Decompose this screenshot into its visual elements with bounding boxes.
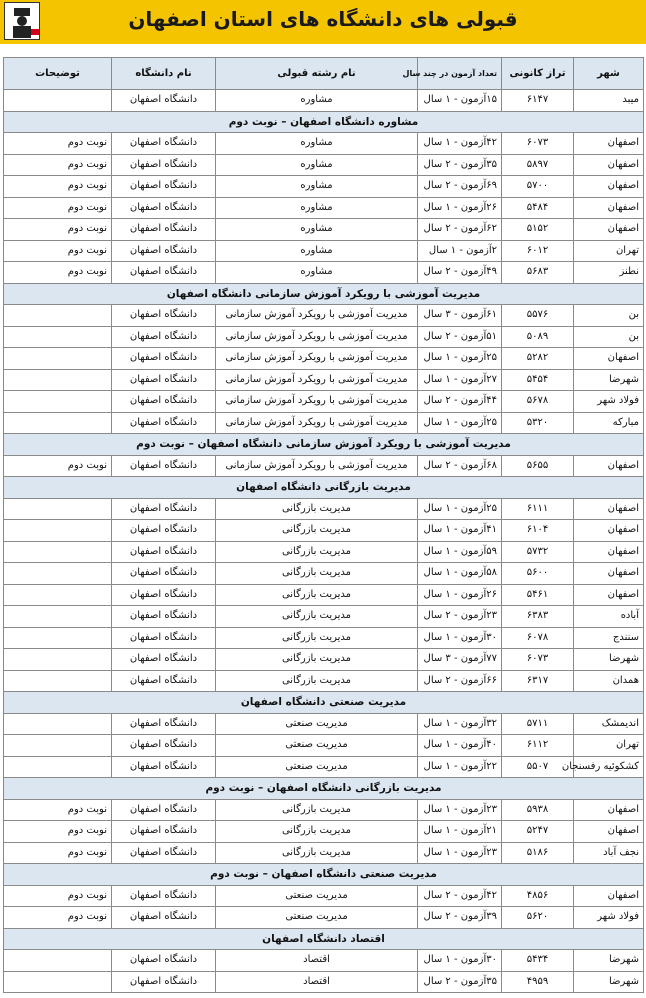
section-header-row — [4, 434, 644, 456]
cell-city: اصفهان — [574, 348, 644, 370]
table-row — [4, 412, 644, 434]
cell-notes — [4, 391, 112, 413]
cell-score: ۶۰۷۳ — [502, 133, 574, 155]
section-title: مدیریت صنعتی دانشگاه اصفهان — [4, 692, 644, 714]
cell-notes — [4, 541, 112, 563]
section-header-row — [4, 477, 644, 499]
cell-exams: ۲آزمون - ۱ سال — [418, 240, 502, 262]
cell-city: شهرضا — [574, 369, 644, 391]
table-row — [4, 799, 644, 821]
cell-city: اصفهان — [574, 584, 644, 606]
cell-university: دانشگاه اصفهان — [112, 971, 216, 993]
cell-university: دانشگاه اصفهان — [112, 735, 216, 757]
table-row — [4, 90, 644, 112]
cell-notes — [4, 713, 112, 735]
cell-exams: ۴۲آزمون - ۲ سال — [418, 885, 502, 907]
table-row — [4, 305, 644, 327]
cell-city: بن — [574, 305, 644, 327]
cell-city: همدان — [574, 670, 644, 692]
cell-notes — [4, 563, 112, 585]
cell-city: اصفهان — [574, 520, 644, 542]
section-title: مدیریت آموزشی با رویکرد آموزش سازمانی دانشگاه اصفهان – نوبت دوم — [4, 434, 644, 456]
cell-score: ۵۴۳۴ — [502, 950, 574, 972]
table-row — [4, 348, 644, 370]
cell-score: ۶۳۱۷ — [502, 670, 574, 692]
table-row — [4, 391, 644, 413]
cell-exams: ۳۰آزمون - ۱ سال — [418, 627, 502, 649]
cell-score: ۵۶۰۰ — [502, 563, 574, 585]
cell-notes — [4, 950, 112, 972]
cell-university: دانشگاه اصفهان — [112, 821, 216, 843]
cell-score: ۵۶۸۳ — [502, 262, 574, 284]
table-row — [4, 176, 644, 198]
section-header-row — [4, 928, 644, 950]
table-row — [4, 262, 644, 284]
cell-major: مدیریت آموزشی با رویکرد آموزش سازمانی — [216, 412, 418, 434]
cell-city: اصفهان — [574, 799, 644, 821]
cell-university: دانشگاه اصفهان — [112, 606, 216, 628]
cell-university: دانشگاه اصفهان — [112, 541, 216, 563]
cell-major: مشاوره — [216, 197, 418, 219]
cell-city: شهرضا — [574, 971, 644, 993]
cell-major: مدیریت آموزشی با رویکرد آموزش سازمانی — [216, 455, 418, 477]
cell-university: دانشگاه اصفهان — [112, 713, 216, 735]
cell-score: ۵۶۵۵ — [502, 455, 574, 477]
section-header-row — [4, 692, 644, 714]
section-header-row — [4, 111, 644, 133]
cell-score: ۶۱۴۷ — [502, 90, 574, 112]
cell-university: دانشگاه اصفهان — [112, 90, 216, 112]
cell-city: اصفهان — [574, 176, 644, 198]
cell-university: دانشگاه اصفهان — [112, 369, 216, 391]
cell-major: مدیریت بازرگانی — [216, 627, 418, 649]
cell-score: ۵۶۲۰ — [502, 907, 574, 929]
cell-exams: ۳۵آزمون - ۲ سال — [418, 971, 502, 993]
col-header-major: نام رشته قبولی — [216, 58, 418, 90]
section-title: مدیریت آموزشی با رویکرد آموزش سازمانی دانشگاه اصفهان — [4, 283, 644, 305]
cell-major: مدیریت بازرگانی — [216, 498, 418, 520]
cell-notes: نوبت دوم — [4, 262, 112, 284]
cell-exams: ۴۱آزمون - ۱ سال — [418, 520, 502, 542]
cell-notes: نوبت دوم — [4, 240, 112, 262]
cell-exams: ۶۱آزمون - ۳ سال — [418, 305, 502, 327]
cell-notes — [4, 369, 112, 391]
cell-notes: نوبت دوم — [4, 821, 112, 843]
cell-university: دانشگاه اصفهان — [112, 176, 216, 198]
cell-university: دانشگاه اصفهان — [112, 498, 216, 520]
cell-notes — [4, 305, 112, 327]
cell-notes: نوبت دوم — [4, 455, 112, 477]
table-row — [4, 756, 644, 778]
cell-notes — [4, 326, 112, 348]
cell-city: فولاد شهر — [574, 391, 644, 413]
cell-notes — [4, 971, 112, 993]
col-header-city: شهر — [574, 58, 644, 90]
cell-city: اصفهان — [574, 885, 644, 907]
cell-notes: نوبت دوم — [4, 197, 112, 219]
cell-city: بن — [574, 326, 644, 348]
cell-major: مشاوره — [216, 262, 418, 284]
cell-city: نطنز — [574, 262, 644, 284]
cell-university: دانشگاه اصفهان — [112, 627, 216, 649]
cell-major: مدیریت بازرگانی — [216, 842, 418, 864]
cell-notes: نوبت دوم — [4, 133, 112, 155]
table-row — [4, 713, 644, 735]
cell-exams: ۳۵آزمون - ۲ سال — [418, 154, 502, 176]
cell-city: سنندج — [574, 627, 644, 649]
cell-major: مدیریت بازرگانی — [216, 563, 418, 585]
cell-score: ۴۹۵۹ — [502, 971, 574, 993]
table-row — [4, 649, 644, 671]
cell-major: مدیریت بازرگانی — [216, 606, 418, 628]
cell-exams: ۳۰آزمون - ۱ سال — [418, 950, 502, 972]
title-bar — [0, 0, 646, 44]
table-row — [4, 240, 644, 262]
cell-city: اندیمشک — [574, 713, 644, 735]
cell-city: اصفهان — [574, 219, 644, 241]
cell-city: مبارکه — [574, 412, 644, 434]
table-row — [4, 154, 644, 176]
cell-city: آباده — [574, 606, 644, 628]
cell-score: ۵۱۸۶ — [502, 842, 574, 864]
cell-score: ۶۰۷۳ — [502, 649, 574, 671]
section-title: اقتصاد دانشگاه اصفهان — [4, 928, 644, 950]
cell-notes — [4, 520, 112, 542]
table-row — [4, 606, 644, 628]
col-header-university: نام دانشگاه — [112, 58, 216, 90]
cell-city: شهرضا — [574, 649, 644, 671]
cell-score: ۵۰۸۹ — [502, 326, 574, 348]
cell-university: دانشگاه اصفهان — [112, 391, 216, 413]
cell-score: ۵۱۵۲ — [502, 219, 574, 241]
table-row — [4, 133, 644, 155]
cell-score: ۴۸۵۶ — [502, 885, 574, 907]
cell-exams: ۵۹آزمون - ۱ سال — [418, 541, 502, 563]
table-row — [4, 885, 644, 907]
cell-exams: ۵۸آزمون - ۱ سال — [418, 563, 502, 585]
cell-major: مدیریت بازرگانی — [216, 821, 418, 843]
cell-university: دانشگاه اصفهان — [112, 305, 216, 327]
cell-city: میبد — [574, 90, 644, 112]
cell-exams: ۵۱آزمون - ۲ سال — [418, 326, 502, 348]
cell-city: اصفهان — [574, 154, 644, 176]
cell-exams: ۶۹آزمون - ۲ سال — [418, 176, 502, 198]
cell-university: دانشگاه اصفهان — [112, 240, 216, 262]
cell-exams: ۲۶آزمون - ۱ سال — [418, 584, 502, 606]
cell-major: مدیریت صنعتی — [216, 713, 418, 735]
cell-exams: ۲۶آزمون - ۱ سال — [418, 197, 502, 219]
cell-exams: ۲۳آزمون - ۱ سال — [418, 799, 502, 821]
cell-exams: ۴۴آزمون - ۲ سال — [418, 391, 502, 413]
cell-major: مدیریت بازرگانی — [216, 520, 418, 542]
cell-university: دانشگاه اصفهان — [112, 412, 216, 434]
table-row — [4, 219, 644, 241]
section-header-row — [4, 778, 644, 800]
cell-major: مدیریت بازرگانی — [216, 584, 418, 606]
section-title: مدیریت بازرگانی دانشگاه اصفهان — [4, 477, 644, 499]
cell-university: دانشگاه اصفهان — [112, 520, 216, 542]
table-row — [4, 670, 644, 692]
cell-major: مدیریت صنعتی — [216, 885, 418, 907]
section-title: مشاوره دانشگاه اصفهان – نوبت دوم — [4, 111, 644, 133]
table-row — [4, 563, 644, 585]
cell-exams: ۱۵آزمون - ۱ سال — [418, 90, 502, 112]
cell-exams: ۶۸آزمون - ۲ سال — [418, 455, 502, 477]
cell-notes — [4, 606, 112, 628]
cell-notes: نوبت دوم — [4, 219, 112, 241]
col-header-exams: تعداد آزمون در چند سال — [418, 58, 502, 90]
table-body — [4, 90, 644, 993]
cell-major: مشاوره — [216, 176, 418, 198]
cell-city: اصفهان — [574, 541, 644, 563]
cell-major: مدیریت صنعتی — [216, 907, 418, 929]
cell-university: دانشگاه اصفهان — [112, 842, 216, 864]
cell-exams: ۳۹آزمون - ۲ سال — [418, 907, 502, 929]
cell-score: ۵۵۷۶ — [502, 305, 574, 327]
cell-university: دانشگاه اصفهان — [112, 154, 216, 176]
cell-score: ۵۴۶۱ — [502, 584, 574, 606]
cell-exams: ۴۹آزمون - ۲ سال — [418, 262, 502, 284]
cell-score: ۵۸۹۷ — [502, 154, 574, 176]
cell-score: ۵۲۴۷ — [502, 821, 574, 843]
cell-notes — [4, 584, 112, 606]
cell-major: مدیریت آموزشی با رویکرد آموزش سازمانی — [216, 305, 418, 327]
cell-score: ۶۱۱۱ — [502, 498, 574, 520]
section-title: مدیریت بازرگانی دانشگاه اصفهان – نوبت دوم — [4, 778, 644, 800]
cell-university: دانشگاه اصفهان — [112, 950, 216, 972]
table-row — [4, 369, 644, 391]
cell-score: ۵۴۵۴ — [502, 369, 574, 391]
col-header-score: تراز کانونی — [502, 58, 574, 90]
cell-score: ۵۹۳۸ — [502, 799, 574, 821]
section-header-row — [4, 864, 644, 886]
cell-notes — [4, 412, 112, 434]
cell-notes — [4, 735, 112, 757]
cell-city: اصفهان — [574, 821, 644, 843]
cell-major: مدیریت بازرگانی — [216, 799, 418, 821]
cell-city: اصفهان — [574, 133, 644, 155]
cell-exams: ۲۷آزمون - ۱ سال — [418, 369, 502, 391]
cell-exams: ۳۲آزمون - ۱ سال — [418, 713, 502, 735]
cell-university: دانشگاه اصفهان — [112, 670, 216, 692]
cell-notes — [4, 649, 112, 671]
cell-score: ۵۴۸۴ — [502, 197, 574, 219]
cell-university: دانشگاه اصفهان — [112, 455, 216, 477]
cell-score: ۶۰۱۲ — [502, 240, 574, 262]
table-row — [4, 735, 644, 757]
cell-major: مدیریت بازرگانی — [216, 649, 418, 671]
table-row — [4, 584, 644, 606]
cell-exams: ۲۳آزمون - ۲ سال — [418, 606, 502, 628]
cell-major: مدیریت آموزشی با رویکرد آموزش سازمانی — [216, 391, 418, 413]
cell-city: اصفهان — [574, 498, 644, 520]
table-row — [4, 197, 644, 219]
cell-notes — [4, 670, 112, 692]
cell-major: مدیریت آموزشی با رویکرد آموزش سازمانی — [216, 348, 418, 370]
cell-university: دانشگاه اصفهان — [112, 348, 216, 370]
cell-university: دانشگاه اصفهان — [112, 262, 216, 284]
cell-city: کشکوئیه رفسنجان — [574, 756, 644, 778]
cell-notes — [4, 90, 112, 112]
cell-score: ۵۵۰۷ — [502, 756, 574, 778]
cell-university: دانشگاه اصفهان — [112, 756, 216, 778]
cell-university: دانشگاه اصفهان — [112, 799, 216, 821]
table-row — [4, 520, 644, 542]
cell-notes: نوبت دوم — [4, 907, 112, 929]
cell-exams: ۴۰آزمون - ۱ سال — [418, 735, 502, 757]
cell-major: مدیریت صنعتی — [216, 756, 418, 778]
table-row — [4, 950, 644, 972]
cell-major: مدیریت صنعتی — [216, 735, 418, 757]
table-row — [4, 821, 644, 843]
col-header-notes: توضیحات — [4, 58, 112, 90]
cell-major: اقتصاد — [216, 971, 418, 993]
cell-city: اصفهان — [574, 197, 644, 219]
cell-exams: ۲۵آزمون - ۱ سال — [418, 412, 502, 434]
cell-notes: نوبت دوم — [4, 176, 112, 198]
cell-score: ۶۱۰۴ — [502, 520, 574, 542]
cell-score: ۵۶۷۸ — [502, 391, 574, 413]
cell-city: نجف آباد — [574, 842, 644, 864]
cell-university: دانشگاه اصفهان — [112, 907, 216, 929]
cell-city: شهرضا — [574, 950, 644, 972]
cell-major: مدیریت بازرگانی — [216, 541, 418, 563]
cell-exams: ۲۳آزمون - ۱ سال — [418, 842, 502, 864]
cell-university: دانشگاه اصفهان — [112, 649, 216, 671]
cell-exams: ۷۷آزمون - ۳ سال — [418, 649, 502, 671]
cell-notes: نوبت دوم — [4, 885, 112, 907]
table-row — [4, 541, 644, 563]
cell-exams: ۲۲آزمون - ۱ سال — [418, 756, 502, 778]
table-row — [4, 326, 644, 348]
section-header-row — [4, 283, 644, 305]
cell-university: دانشگاه اصفهان — [112, 197, 216, 219]
cell-score: ۶۳۸۳ — [502, 606, 574, 628]
cell-exams: ۲۱آزمون - ۱ سال — [418, 821, 502, 843]
cell-notes: نوبت دوم — [4, 842, 112, 864]
cell-notes — [4, 498, 112, 520]
cell-city: اصفهان — [574, 563, 644, 585]
cell-score: ۶۱۱۲ — [502, 735, 574, 757]
table-row — [4, 907, 644, 929]
cell-major: مشاوره — [216, 240, 418, 262]
cell-score: ۵۷۱۱ — [502, 713, 574, 735]
cell-major: مشاوره — [216, 219, 418, 241]
cell-exams: ۲۵آزمون - ۱ سال — [418, 498, 502, 520]
table-row — [4, 455, 644, 477]
cell-notes — [4, 627, 112, 649]
cell-score: ۵۷۰۰ — [502, 176, 574, 198]
cell-university: دانشگاه اصفهان — [112, 326, 216, 348]
cell-university: دانشگاه اصفهان — [112, 219, 216, 241]
cell-university: دانشگاه اصفهان — [112, 563, 216, 585]
cell-exams: ۶۲آزمون - ۲ سال — [418, 219, 502, 241]
table-row — [4, 971, 644, 993]
table-row — [4, 498, 644, 520]
cell-university: دانشگاه اصفهان — [112, 584, 216, 606]
cell-major: مشاوره — [216, 133, 418, 155]
cell-major: مشاوره — [216, 154, 418, 176]
admissions-table — [3, 57, 644, 993]
cell-city: فولاد شهر — [574, 907, 644, 929]
cell-university: دانشگاه اصفهان — [112, 885, 216, 907]
cell-exams: ۴۲آزمون - ۱ سال — [418, 133, 502, 155]
cell-major: مدیریت بازرگانی — [216, 670, 418, 692]
cell-city: تهران — [574, 735, 644, 757]
cell-score: ۵۷۳۲ — [502, 541, 574, 563]
cell-notes: نوبت دوم — [4, 799, 112, 821]
cell-major: اقتصاد — [216, 950, 418, 972]
cell-score: ۵۳۲۰ — [502, 412, 574, 434]
cell-notes — [4, 756, 112, 778]
cell-city: اصفهان — [574, 455, 644, 477]
cell-major: مدیریت آموزشی با رویکرد آموزش سازمانی — [216, 326, 418, 348]
section-title: مدیریت صنعتی دانشگاه اصفهان – نوبت دوم — [4, 864, 644, 886]
table-row — [4, 627, 644, 649]
cell-exams: ۲۵آزمون - ۱ سال — [418, 348, 502, 370]
table-row — [4, 842, 644, 864]
cell-major: مدیریت آموزشی با رویکرد آموزش سازمانی — [216, 369, 418, 391]
cell-major: مشاوره — [216, 90, 418, 112]
cell-notes — [4, 348, 112, 370]
cell-exams: ۶۶آزمون - ۲ سال — [418, 670, 502, 692]
table-header-row — [4, 58, 644, 90]
cell-score: ۶۰۷۸ — [502, 627, 574, 649]
cell-city: تهران — [574, 240, 644, 262]
page-title: قبولی های دانشگاه های استان اصفهان — [128, 7, 518, 31]
cell-university: دانشگاه اصفهان — [112, 133, 216, 155]
cell-notes: نوبت دوم — [4, 154, 112, 176]
cell-score: ۵۲۸۲ — [502, 348, 574, 370]
